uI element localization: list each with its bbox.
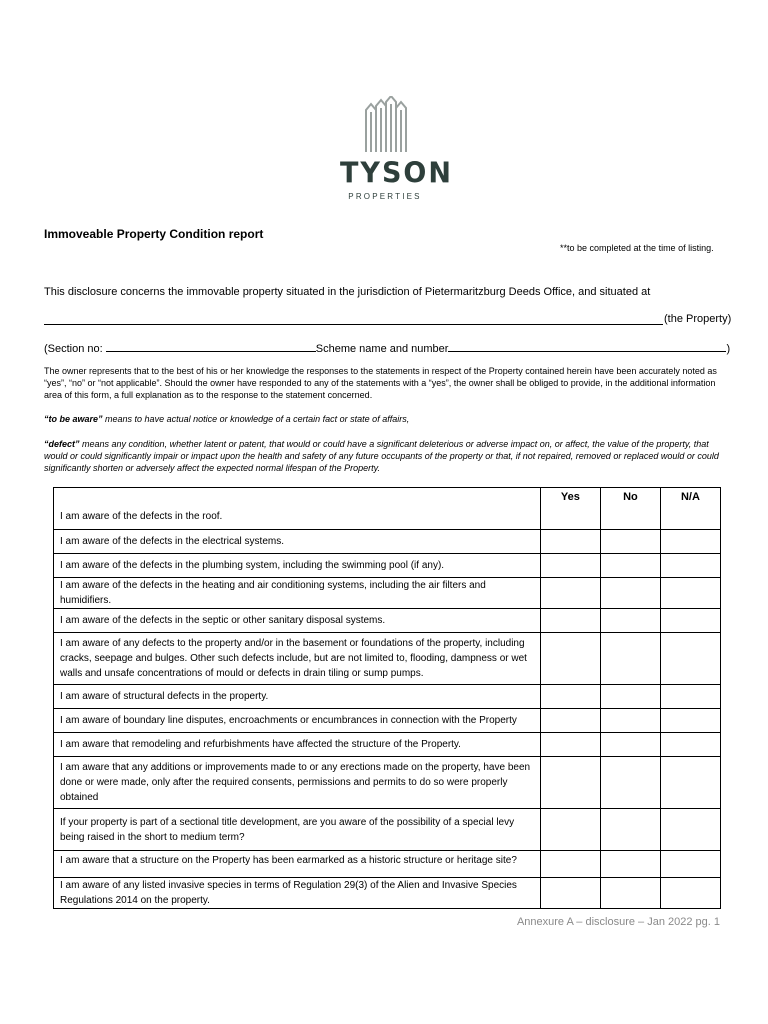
yes-cell[interactable] [540, 733, 600, 757]
na-cell[interactable] [660, 554, 720, 578]
scheme-label: Scheme name and number [315, 343, 449, 355]
header-yes: Yes [540, 488, 600, 530]
page-footer: Annexure A – disclosure – Jan 2022 pg. 1 [516, 916, 720, 928]
table-row [54, 530, 721, 554]
table-row [54, 757, 721, 809]
yes-cell[interactable] [540, 685, 600, 709]
statement-cell: I am aware of any listed invasive species in terms of Regulation 29(3) of the Alien and Invasive Species Regulations 2014 on the property. [54, 878, 541, 909]
aware-definition [44, 413, 724, 425]
section-row [44, 341, 730, 355]
na-cell[interactable] [660, 578, 720, 609]
no-cell[interactable] [600, 757, 660, 809]
table-row [54, 733, 721, 757]
yes-cell[interactable] [540, 609, 600, 633]
aware-def-text: means to have actual notice or knowledge of a certain fact or state of affairs, [102, 414, 410, 424]
no-cell[interactable] [600, 578, 660, 609]
listing-note: **to be completed at the time of listing. [560, 243, 714, 253]
na-cell[interactable] [660, 633, 720, 685]
header-no: No [600, 488, 660, 530]
na-cell[interactable] [660, 809, 720, 851]
statement-cell: I am aware that remodeling and refurbishments have affected the structure of the Property. [54, 733, 541, 757]
na-cell[interactable] [660, 709, 720, 733]
na-cell[interactable] [660, 851, 720, 878]
defect-def-text: means any condition, whether latent or patent, that would or could have a significant deleterious or adverse impact on, or affect, the value of the property, that would or could significantly impair or impact upon the health and safety of any future occupants of the property or that, if not repaired, removed or replaced would or could significantly shorten or adversely affect the expected normal lifespan of the Property. [44, 439, 719, 473]
no-cell[interactable] [600, 709, 660, 733]
logo-subtitle: PROPERTIES [348, 192, 422, 201]
table-row [54, 554, 721, 578]
logo-wordmark: TYSON [340, 157, 453, 190]
no-cell[interactable] [600, 685, 660, 709]
no-cell[interactable] [600, 633, 660, 685]
table-row [54, 685, 721, 709]
table-row [54, 709, 721, 733]
statement-cell: I am aware of the defects in the heating and air conditioning systems, including the air filters and humidifiers. [54, 578, 541, 609]
statement-cell: I am aware of structural defects in the property. [54, 685, 541, 709]
property-suffix: (the Property) [664, 313, 732, 325]
company-logo [340, 96, 453, 208]
yes-cell[interactable] [540, 530, 600, 554]
defect-definition [44, 438, 724, 474]
yes-cell[interactable] [540, 578, 600, 609]
yes-cell[interactable] [540, 554, 600, 578]
statement-cell: I am aware of the defects in the septic or other sanitary disposal systems. [54, 609, 541, 633]
intro-text: This disclosure concerns the immovable property situated in the jurisdiction of Pietermaritzburg Deeds Office, and situated at [44, 286, 651, 298]
yes-cell[interactable] [540, 851, 600, 878]
defect-term: “defect” [44, 439, 80, 449]
statement-cell: I am aware of the defects in the plumbing system, including the swimming pool (if any). [54, 554, 541, 578]
yes-cell[interactable] [540, 709, 600, 733]
statement-cell: I am aware that any additions or improvements made to or any erections made on the property, have been done or were made, only after the required consents, permissions and permits to do so were properly obtained [54, 757, 541, 809]
yes-cell[interactable] [540, 878, 600, 909]
section-close: ) [726, 343, 731, 355]
table-row [54, 809, 721, 851]
statement-cell: I am aware of the defects in the electrical systems. [54, 530, 541, 554]
yes-cell[interactable] [540, 809, 600, 851]
na-cell[interactable] [660, 685, 720, 709]
owner-representation-paragraph: The owner represents that to the best of his or her knowledge the responses to the statements in respect of the Property contained herein have been accurately noted as “yes”, “no” or “not applicable”. Should the owner have responded to any of the statements with a “yes”, the owner shall be obliged to provide, in the additional information area of this form, a full explanation as to the response to the statement concerned. [44, 366, 717, 400]
no-cell[interactable] [600, 530, 660, 554]
building-logo-icon [340, 96, 430, 156]
condition-table [53, 487, 721, 909]
table-row [54, 851, 721, 878]
no-cell[interactable] [600, 609, 660, 633]
statement-cell: I am aware of any defects to the property and/or in the basement or foundations of the property, including cracks, seepage and bulges. Other such defects include, but are not limited to, flooding, dampness or wet walls and unsafe concentrations of mould or defects in drain tiling or sump pumps. [54, 633, 541, 685]
yes-cell[interactable] [540, 633, 600, 685]
na-cell[interactable] [660, 530, 720, 554]
section-number-field[interactable] [106, 341, 316, 352]
no-cell[interactable] [600, 809, 660, 851]
no-cell[interactable] [600, 554, 660, 578]
table-row [54, 878, 721, 909]
na-cell[interactable] [660, 733, 720, 757]
statement-cell: I am aware of boundary line disputes, encroachments or encumbrances in connection with the Property [54, 709, 541, 733]
table-row [54, 578, 721, 609]
document-title: Immoveable Property Condition report [44, 227, 264, 241]
no-cell[interactable] [600, 733, 660, 757]
na-cell[interactable] [660, 609, 720, 633]
section-label: (Section no: [44, 343, 103, 355]
table-row [54, 609, 721, 633]
no-cell[interactable] [600, 851, 660, 878]
header-na: N/A [660, 488, 720, 530]
na-cell[interactable] [660, 878, 720, 909]
no-cell[interactable] [600, 878, 660, 909]
statement-cell: I am aware that a structure on the Property has been earmarked as a historic structure or heritage site? [54, 851, 541, 878]
table-row [54, 633, 721, 685]
property-address-line[interactable] [44, 312, 663, 325]
scheme-name-field[interactable] [448, 341, 726, 352]
statement-cell: I am aware of the defects in the roof. [54, 488, 541, 530]
na-cell[interactable] [660, 757, 720, 809]
table-row [54, 488, 721, 530]
aware-term: “to be aware” [44, 414, 103, 424]
statement-cell: If your property is part of a sectional title development, are you aware of the possibility of a special levy being raised in the short to medium term? [54, 809, 541, 851]
yes-cell[interactable] [540, 757, 600, 809]
